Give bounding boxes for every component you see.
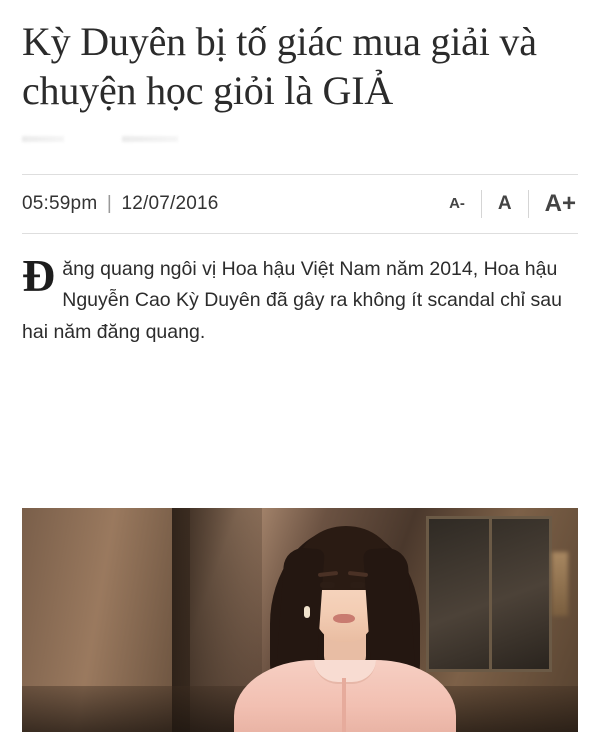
font-decrease-button[interactable]: A- — [449, 194, 465, 212]
subject-earring — [304, 606, 310, 618]
font-reset-button[interactable]: A — [481, 190, 529, 218]
drop-cap: Đ — [22, 249, 56, 301]
placeholder-bar — [22, 136, 64, 142]
subject-placket — [342, 678, 346, 732]
font-increase-button[interactable]: A+ — [544, 189, 576, 217]
photo-lamp-glow — [552, 552, 568, 616]
subject-eye-right — [350, 582, 365, 588]
subject-eye-left — [320, 582, 335, 588]
article-lede — [22, 249, 578, 349]
font-size-controls — [433, 187, 578, 221]
article-timestamp — [22, 193, 219, 215]
photo-subject — [218, 510, 468, 732]
publish-date: 12/07/2016 — [121, 192, 219, 214]
article-meta-bar — [22, 174, 578, 234]
publish-time: 05:59pm — [22, 192, 98, 214]
page-title: Kỳ Duyên bị tố giác mua giải và chuyện học giỏi là GIẢ — [22, 19, 537, 113]
subtitle-placeholder — [22, 132, 578, 146]
subject-lips — [333, 614, 355, 623]
placeholder-bar — [122, 136, 178, 142]
meta-separator: | — [106, 192, 112, 214]
lede-text: ăng quang ngôi vị Hoa hậu Việt Nam năm 2014, Hoa hậu Nguyễn Cao Kỳ Duyên đã gây ra không ít scandal chỉ sau hai năm đăng quang. — [22, 257, 562, 343]
article-photo — [22, 508, 578, 732]
